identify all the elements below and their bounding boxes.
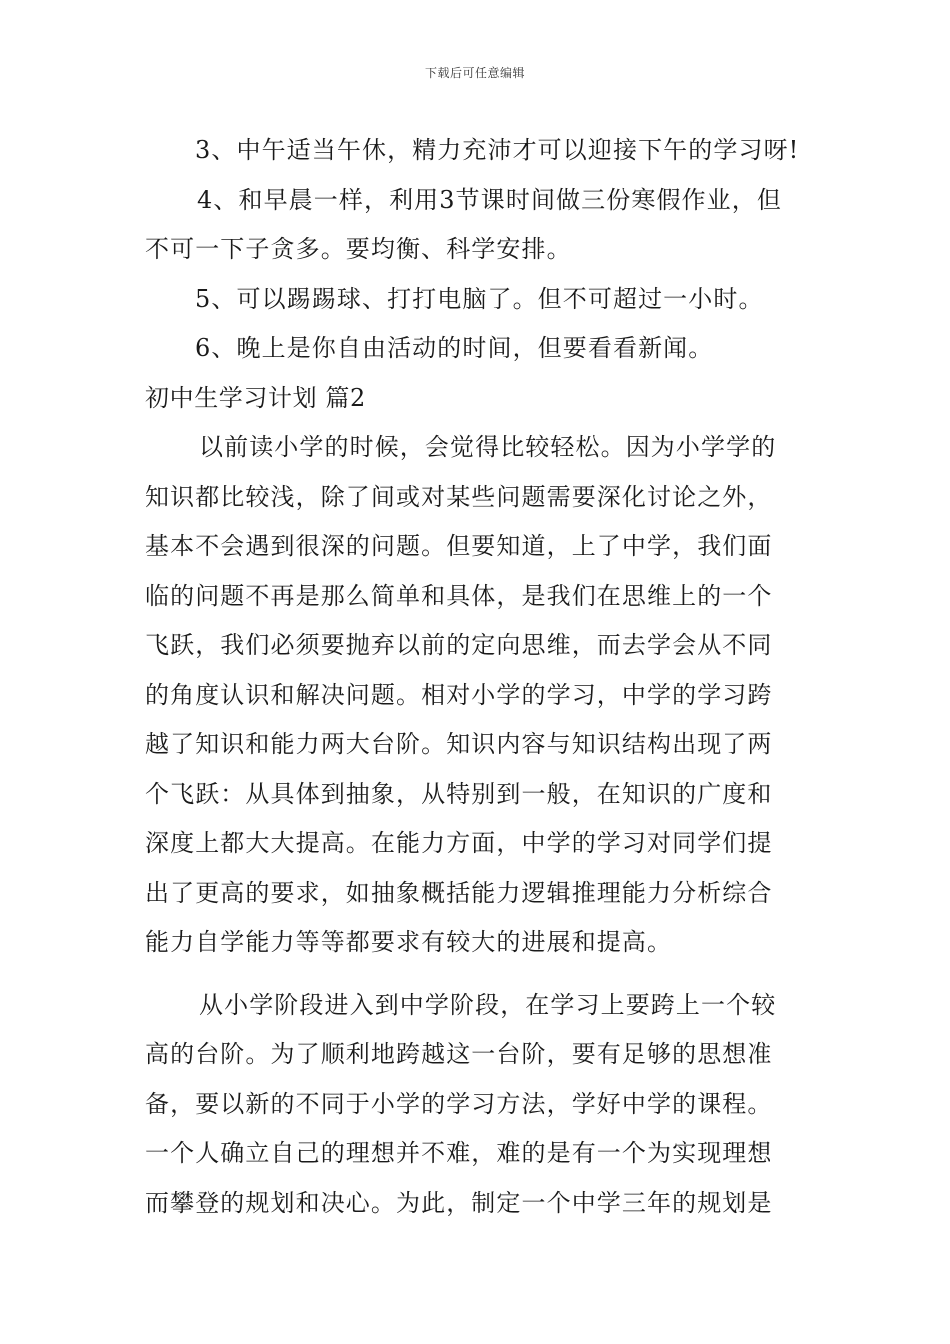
section-title: 初中生学习计划 篇2 — [145, 383, 366, 412]
paragraph-line: 的角度认识和解决问题。相对小学的学习，中学的学习跨 — [145, 680, 773, 709]
paragraph-line: 备，要以新的不同于小学的学习方法，学好中学的课程。 — [145, 1089, 773, 1118]
paragraph-line: 而攀登的规划和决心。为此，制定一个中学三年的规划是 — [145, 1188, 773, 1217]
paragraph-line: 越了知识和能力两大台阶。知识内容与知识结构出现了两 — [145, 730, 773, 758]
paragraph-line: 高的台阶。为了顺利地跨越这一台阶，要有足够的思想准 — [145, 1040, 773, 1068]
paragraph-2 — [145, 981, 810, 1229]
list-item-continuation: 不可一下子贪多。要均衡、科学安排。 — [145, 235, 572, 263]
list-item: 5、可以踢踢球、打打电脑了。但不可超过一小时。 — [195, 284, 764, 313]
page-header: 下载后可任意编辑 — [424, 66, 525, 80]
paragraph-line: 出了更高的要求，如抽象概括能力逻辑推理能力分析综合 — [145, 878, 773, 907]
paragraph-line: 深度上都大大提高。在能力方面，中学的学习对同学们提 — [145, 829, 773, 857]
paragraph-1 — [145, 423, 810, 968]
list-item: 3、中午适当午休，精力充沛才可以迎接下午的学习呀! — [195, 136, 800, 164]
paragraph-line: 飞跃，我们必须要抛弃以前的定向思维，而去学会从不同 — [145, 631, 773, 659]
document-body — [145, 126, 810, 1228]
paragraph-line: 基本不会遇到很深的问题。但要知道，上了中学，我们面 — [145, 532, 773, 560]
paragraph-line: 临的问题不再是那么简单和具体，是我们在思维上的一个 — [145, 581, 773, 610]
paragraph-line: 从小学阶段进入到中学阶段，在学习上要跨上一个较 — [199, 990, 777, 1019]
paragraph-line: 知识都比较浅，除了间或对某些问题需要深化讨论之外， — [145, 482, 773, 511]
paragraph-line: 能力自学能力等等都要求有较大的进展和提高。 — [145, 928, 673, 956]
paragraph-line: 以前读小学的时候，会觉得比较轻松。因为小学学的 — [199, 433, 777, 461]
paragraph-line: 个飞跃：从具体到抽象，从特别到一般，在知识的广度和 — [145, 779, 773, 808]
list-item: 4、和早晨一样，利用3节课时间做三份寒假作业，但 — [197, 185, 782, 214]
list-item: 6、晚上是你自由活动的时间，但要看看新闻。 — [195, 334, 714, 362]
paragraph-line: 一个人确立自己的理想并不难，难的是有一个为实现理想 — [145, 1139, 773, 1167]
